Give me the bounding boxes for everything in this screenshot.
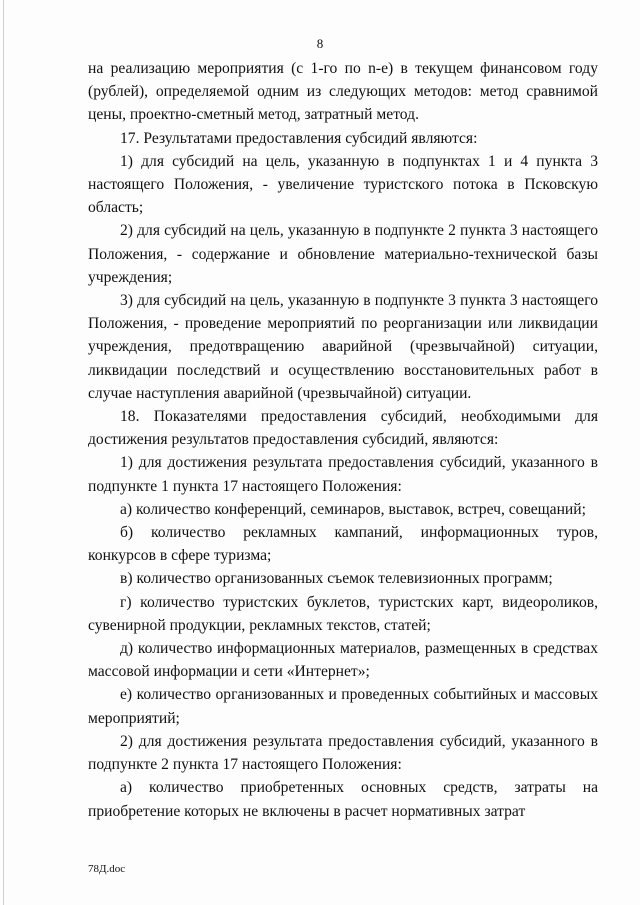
page-number: 8 (316, 36, 324, 51)
paragraph: е) количество организованных и проведенных событийных и массовых мероприятий; (88, 686, 598, 727)
paragraph: а) количество приобретенных основных средств, затраты на приобретение которых не включены в расчет нормативных затрат (88, 779, 598, 820)
paragraph: в) количество организованных съемок телевизионных программ; (120, 570, 553, 588)
paragraph: 2) для достижения результата предоставления субсидий, указанного в подпункте 2 пункта 17 настоящего Положения: (88, 732, 598, 774)
paragraph: б) количество рекламных кампаний, информационных туров, конкурсов в сфере туризма; (88, 524, 598, 565)
paragraph: д) количество информационных материалов, размещенных в средствах массовой информации и сети «Интернет»; (88, 640, 598, 681)
paragraph: 17. Результатами предоставления субсидий являются: (120, 129, 478, 147)
paragraph: 1) для достижения результата предоставления субсидий, указанного в подпункте 1 пункта 17 настоящего Положения: (88, 454, 598, 495)
paragraph: на реализацию мероприятия (с 1-го по n-е) в текущем финансовом году (рублей), определяемой одним из следующих методов: метод сравнимой цены, проектно-сметный метод, затратный метод. (88, 60, 598, 124)
document-body (88, 57, 598, 823)
page-edge (3, 0, 4, 905)
file-name-footer: 78Д.doc (88, 863, 126, 875)
paragraph: 18. Показателями предоставления субсидий, необходимыми для достижения результатов предоставления субсидий, являются: (88, 408, 598, 449)
paragraph: а) количество конференций, семинаров, выставок, встреч, совещаний; (120, 500, 586, 518)
paragraph: 2) для субсидий на цель, указанную в подпункте 2 пункта 3 настоящего Положения, - содержание и обновление материально-технической базы учреждения; (88, 222, 598, 286)
paragraph: 1) для субсидий на цель, указанную в подпунктах 1 и 4 пункта 3 настоящего Положения, - увеличение туристского потока в Псковскую область; (88, 152, 598, 217)
paragraph: г) количество туристских буклетов, туристских карт, видеороликов, сувенирной продукции, рекламных текстов, статей; (88, 593, 598, 634)
paragraph: 3) для субсидий на цель, указанную в подпункте 3 пункта 3 настоящего Положения, - проведение мероприятий по реорганизации или ликвидации учреждения, предотвращению аварийной (чрезвычайной) ситуации, ликвидации последствий и осуществлению восстановительных работ в случае наступления аварийной (чрезвычайной) ситуации. (88, 292, 598, 402)
